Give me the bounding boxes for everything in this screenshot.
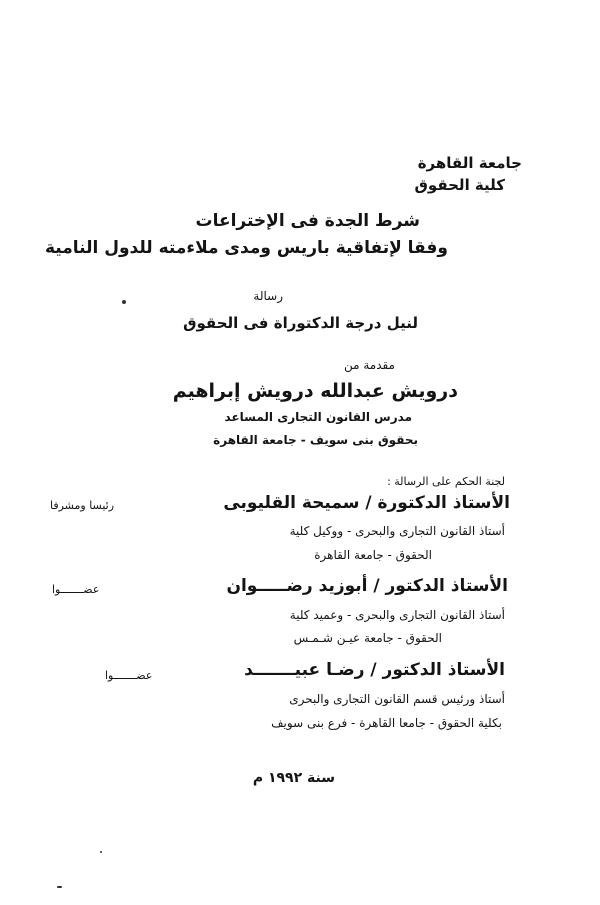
thesis-title-line2: وفقا لإتفاقية باريس ومدى ملاءمته للدول النامية: [45, 238, 448, 258]
author-affiliation: بحقوق بنى سويف - جامعة القاهرة: [213, 433, 418, 447]
committee-member-2-title-line1: أستاذ القانون التجارى والبحرى - وعميد كلية: [289, 608, 505, 622]
thesis-label: رسالة: [253, 289, 283, 303]
committee-member-2-title-line2: الحقوق - جامعة عيـن شـمـس: [293, 631, 442, 645]
committee-member-1-name: الأستاذ الدكتورة / سميحة القليوبى: [223, 493, 510, 513]
scan-speck: [100, 851, 102, 853]
committee-member-1-title-line1: أستاذ القانون التجارى والبحرى - ووكيل كلية: [289, 524, 505, 538]
author-name: درويش عبدالله درويش إبراهيم: [172, 380, 458, 402]
committee-heading: لجنة الحكم على الرسالة :: [387, 475, 505, 488]
university-name: جامعة القاهرة: [417, 154, 522, 172]
year: سنة ١٩٩٢ م: [252, 770, 335, 786]
committee-member-2-name: الأستاذ الدكتور / أبوزيد رضـــــوان: [226, 576, 508, 596]
scan-speck: [122, 300, 126, 304]
committee-member-3-role: عضـــــــوا: [105, 669, 153, 682]
committee-member-3-title-line1: أستاذ ورئيس قسم القانون التجارى والبحرى: [289, 692, 505, 706]
committee-member-1-title-line2: الحقوق - جامعة القاهرة: [314, 548, 432, 562]
committee-member-3-title-line2: بكلية الحقوق - جامعا القاهرة - فرع بنى سويف: [271, 716, 502, 730]
faculty-name: كلية الحقوق: [414, 176, 505, 194]
committee-member-2-role: عضـــــــوا: [52, 583, 100, 596]
scan-speck: [57, 886, 62, 888]
thesis-title-line1: شرط الجدة فى الإختراعات: [195, 211, 420, 231]
committee-member-3-name: الأستاذ الدكتور / رضـا عبيـــــــد: [244, 660, 505, 680]
presented-by-label: مقدمة من: [343, 358, 395, 372]
committee-member-1-role: رئيسا ومشرفا: [50, 499, 115, 512]
author-position: مدرس القانون التجارى المساعد: [224, 410, 412, 424]
degree-statement: لنيل درجة الدكتوراة فى الحقوق: [183, 314, 418, 332]
